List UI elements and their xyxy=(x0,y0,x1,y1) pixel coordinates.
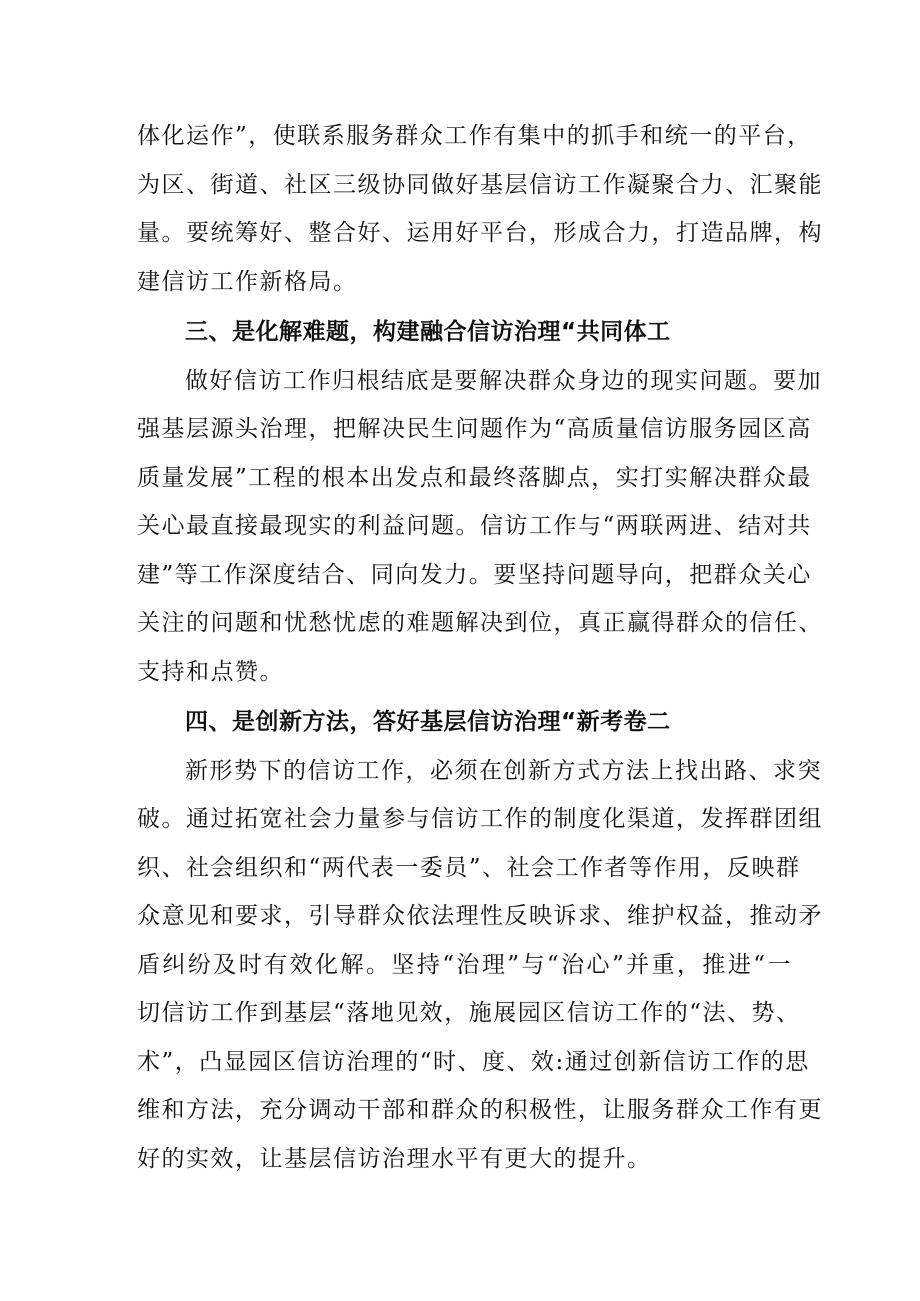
paragraph-3-line: 维和方法，充分调动干部和群众的积极性，让服务群众工作有更 xyxy=(137,1097,823,1123)
paragraph-2-line: 强基层源头治理，把解决民生问题作为“高质量信访服务园区高 xyxy=(137,416,812,442)
paragraph-3-line: 切信访工作到基层“落地见效，施展园区信访工作的“法、势、 xyxy=(137,1000,801,1026)
paragraph-3-line: 盾纠纷及时有效化解。坚持“治理”与“治心”并重，推进“一 xyxy=(137,951,792,978)
paragraph-3-line: 好的实效，让基层信访治理水平有更大的提升。 xyxy=(137,1145,652,1172)
paragraph-2-line: 做好信访工作归根结底是要解决群众身边的现实问题。要加 xyxy=(185,367,822,394)
paragraph-1 xyxy=(137,112,823,306)
paragraph-2 xyxy=(137,357,823,697)
paragraph-3-line: 破。通过拓宽社会力量参与信访工作的制度化渠道，发挥群团组 xyxy=(137,806,823,832)
paragraph-1-line: 建信访工作新格局。 xyxy=(137,268,358,295)
paragraph-1-line: 体化运作”，使联系服务群众工作有集中的抓手和统一的平台， xyxy=(137,123,812,149)
paragraph-3-line: 织、社会组织和“两代表一委员”、社会工作者等作用，反映群 xyxy=(137,854,801,881)
paragraph-2-line: 质量发展”工程的根本出发点和最终落脚点，实打实解决群众最 xyxy=(137,464,812,491)
paragraph-2-line: 关注的问题和忧愁忧虑的难题解决到位，真正赢得群众的信任、 xyxy=(137,610,823,636)
paragraph-3-line: 术”，凸显园区信访治理的“时、度、效:通过创新信访工作的思 xyxy=(137,1048,810,1075)
paragraph-3-line: 新形势下的信访工作，必须在创新方式方法上找出路、求突 xyxy=(185,757,822,784)
paragraph-2-line: 支持和点赞。 xyxy=(137,658,284,685)
document-body xyxy=(137,112,823,1183)
paragraph-2-line: 建”等工作深度结合、同向发力。要坚持问题导向，把群众关心 xyxy=(137,561,812,588)
paragraph-2-line: 关心最直接最现实的利益问题。信访工作与“两联两进、结对共 xyxy=(137,513,812,539)
paragraph-3 xyxy=(137,747,823,1184)
paragraph-1-line: 为区、街道、社区三级协同做好基层信访工作凝聚合力、汇聚能 xyxy=(137,171,823,198)
paragraph-1-line: 量。要统筹好、整合好、运用好平台，形成合力，打造品牌，构 xyxy=(137,220,823,246)
section-heading-4: 四、是创新方法，答好基层信访治理“新考卷二 xyxy=(185,709,671,735)
paragraph-3-line: 众意见和要求，引导群众依法理性反映诉求、维护权益，推动矛 xyxy=(137,903,823,929)
section-heading-3: 三、是化解难题，构建融合信访治理“共同体工 xyxy=(185,319,671,345)
